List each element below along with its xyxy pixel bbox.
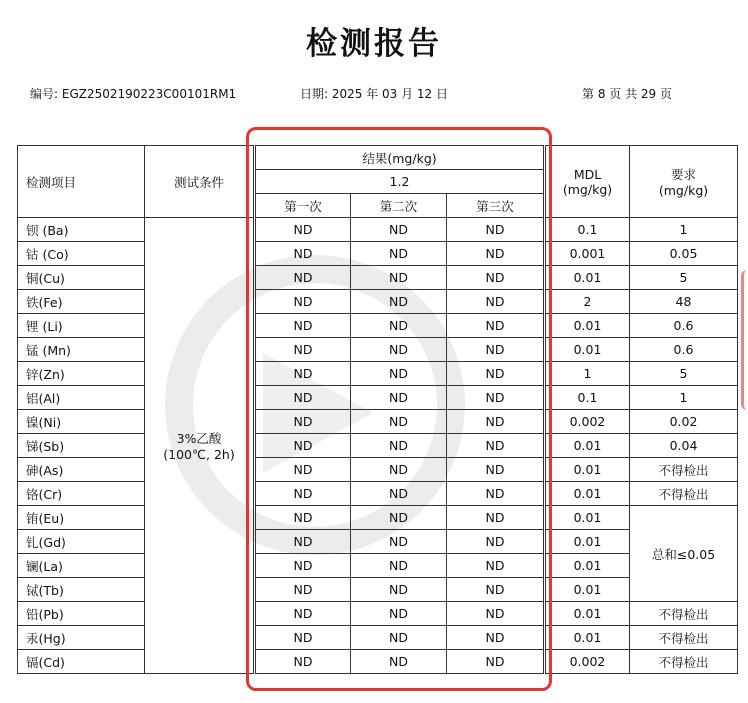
requirement-cell: 5 bbox=[630, 266, 738, 290]
result-second-cell: ND bbox=[351, 314, 447, 338]
item-cell: 镧(La) bbox=[18, 554, 145, 578]
item-cell: 铜(Cu) bbox=[18, 266, 145, 290]
table-row bbox=[18, 242, 738, 266]
table-row bbox=[18, 290, 738, 314]
result-second-cell: ND bbox=[351, 338, 447, 362]
table-row bbox=[18, 410, 738, 434]
result-second-cell: ND bbox=[351, 626, 447, 650]
requirement-cell: 不得检出 bbox=[630, 458, 738, 482]
requirement-cell: 0.6 bbox=[630, 338, 738, 362]
table-row bbox=[18, 434, 738, 458]
page-indicator: 第 8 页 共 29 页 bbox=[582, 87, 672, 101]
result-first-cell: ND bbox=[255, 218, 351, 242]
item-cell: 汞(Hg) bbox=[18, 626, 145, 650]
requirement-cell: 不得检出 bbox=[630, 650, 738, 674]
result-first-cell: ND bbox=[255, 650, 351, 674]
item-cell: 锑(Sb) bbox=[18, 434, 145, 458]
result-second-cell: ND bbox=[351, 218, 447, 242]
mdl-cell: 0.01 bbox=[545, 266, 630, 290]
result-third-cell: ND bbox=[447, 338, 545, 362]
result-third-cell: ND bbox=[447, 362, 545, 386]
requirement-cell: 不得检出 bbox=[630, 602, 738, 626]
table-row bbox=[18, 362, 738, 386]
result-first-cell: ND bbox=[255, 362, 351, 386]
result-second-cell: ND bbox=[351, 242, 447, 266]
result-second-cell: ND bbox=[351, 578, 447, 602]
report-date: 日期: 2025 年 03 月 12 日 bbox=[300, 87, 449, 101]
mdl-cell: 0.01 bbox=[545, 434, 630, 458]
result-second-cell: ND bbox=[351, 386, 447, 410]
mdl-cell: 0.01 bbox=[545, 338, 630, 362]
header-second: 第二次 bbox=[351, 194, 447, 218]
report-title: 检测报告 bbox=[306, 26, 442, 62]
requirement-cell: 0.04 bbox=[630, 434, 738, 458]
result-first-cell: ND bbox=[255, 266, 351, 290]
mdl-cell: 0.001 bbox=[545, 242, 630, 266]
result-third-cell: ND bbox=[447, 506, 545, 530]
mdl-cell: 1 bbox=[545, 362, 630, 386]
mdl-cell: 0.1 bbox=[545, 386, 630, 410]
result-third-cell: ND bbox=[447, 434, 545, 458]
header-requirement: 要求 (mg/kg) bbox=[630, 146, 738, 218]
mdl-cell: 0.01 bbox=[545, 602, 630, 626]
item-cell: 钆(Gd) bbox=[18, 530, 145, 554]
table-row bbox=[18, 482, 738, 506]
requirement-cell: 0.02 bbox=[630, 410, 738, 434]
result-first-cell: ND bbox=[255, 554, 351, 578]
requirement-cell: 总和≤0.05 bbox=[630, 506, 738, 602]
result-third-cell: ND bbox=[447, 266, 545, 290]
table-row bbox=[18, 386, 738, 410]
table-row bbox=[18, 650, 738, 674]
table-row bbox=[18, 458, 738, 482]
mdl-cell: 2 bbox=[545, 290, 630, 314]
table-row bbox=[18, 506, 738, 530]
result-first-cell: ND bbox=[255, 434, 351, 458]
result-third-cell: ND bbox=[447, 626, 545, 650]
mdl-cell: 0.01 bbox=[545, 506, 630, 530]
item-cell: 铁(Fe) bbox=[18, 290, 145, 314]
result-first-cell: ND bbox=[255, 410, 351, 434]
mdl-cell: 0.002 bbox=[545, 410, 630, 434]
item-cell: 钴 (Co) bbox=[18, 242, 145, 266]
mdl-cell: 0.01 bbox=[545, 578, 630, 602]
condition-cell: 3%乙酸 (100℃, 2h) bbox=[145, 218, 255, 674]
result-first-cell: ND bbox=[255, 602, 351, 626]
mdl-cell: 0.01 bbox=[545, 626, 630, 650]
result-second-cell: ND bbox=[351, 602, 447, 626]
requirement-cell: 不得检出 bbox=[630, 626, 738, 650]
mdl-cell: 0.01 bbox=[545, 482, 630, 506]
item-cell: 铬(Cr) bbox=[18, 482, 145, 506]
result-second-cell: ND bbox=[351, 482, 447, 506]
result-third-cell: ND bbox=[447, 410, 545, 434]
table-row bbox=[18, 338, 738, 362]
result-third-cell: ND bbox=[447, 602, 545, 626]
result-first-cell: ND bbox=[255, 458, 351, 482]
result-third-cell: ND bbox=[447, 482, 545, 506]
requirement-cell: 5 bbox=[630, 362, 738, 386]
result-first-cell: ND bbox=[255, 482, 351, 506]
mdl-cell: 0.01 bbox=[545, 530, 630, 554]
result-second-cell: ND bbox=[351, 650, 447, 674]
header-first: 第一次 bbox=[255, 194, 351, 218]
result-third-cell: ND bbox=[447, 314, 545, 338]
result-third-cell: ND bbox=[447, 650, 545, 674]
mdl-cell: 0.01 bbox=[545, 458, 630, 482]
result-third-cell: ND bbox=[447, 218, 545, 242]
result-third-cell: ND bbox=[447, 242, 545, 266]
item-cell: 铝(Al) bbox=[18, 386, 145, 410]
table-row bbox=[18, 218, 738, 242]
requirement-cell: 1 bbox=[630, 218, 738, 242]
item-cell: 铅(Pb) bbox=[18, 602, 145, 626]
requirement-cell: 0.05 bbox=[630, 242, 738, 266]
table-row bbox=[18, 266, 738, 290]
item-cell: 砷(As) bbox=[18, 458, 145, 482]
item-cell: 钡 (Ba) bbox=[18, 218, 145, 242]
header-mdl: MDL (mg/kg) bbox=[545, 146, 630, 218]
result-third-cell: ND bbox=[447, 386, 545, 410]
header-item: 检测项目 bbox=[18, 146, 145, 218]
requirement-cell: 不得检出 bbox=[630, 482, 738, 506]
table-row bbox=[18, 602, 738, 626]
table-row bbox=[18, 626, 738, 650]
result-first-cell: ND bbox=[255, 386, 351, 410]
result-second-cell: ND bbox=[351, 554, 447, 578]
result-second-cell: ND bbox=[351, 434, 447, 458]
result-first-cell: ND bbox=[255, 530, 351, 554]
mdl-cell: 0.1 bbox=[545, 218, 630, 242]
result-second-cell: ND bbox=[351, 458, 447, 482]
item-cell: 锂 (Li) bbox=[18, 314, 145, 338]
item-cell: 锌(Zn) bbox=[18, 362, 145, 386]
mdl-cell: 0.002 bbox=[545, 650, 630, 674]
item-cell: 锰 (Mn) bbox=[18, 338, 145, 362]
requirement-cell: 48 bbox=[630, 290, 738, 314]
result-first-cell: ND bbox=[255, 314, 351, 338]
header-result: 结果(mg/kg) bbox=[255, 146, 545, 170]
result-first-cell: ND bbox=[255, 626, 351, 650]
header-condition: 测试条件 bbox=[145, 146, 255, 218]
result-second-cell: ND bbox=[351, 530, 447, 554]
result-second-cell: ND bbox=[351, 290, 447, 314]
mdl-cell: 0.01 bbox=[545, 554, 630, 578]
mdl-cell: 0.01 bbox=[545, 314, 630, 338]
side-stamp-icon bbox=[741, 270, 748, 410]
result-third-cell: ND bbox=[447, 578, 545, 602]
result-second-cell: ND bbox=[351, 410, 447, 434]
result-second-cell: ND bbox=[351, 362, 447, 386]
results-table bbox=[17, 145, 738, 674]
requirement-cell: 1 bbox=[630, 386, 738, 410]
requirement-cell: 0.6 bbox=[630, 314, 738, 338]
result-third-cell: ND bbox=[447, 458, 545, 482]
result-first-cell: ND bbox=[255, 578, 351, 602]
item-cell: 铕(Eu) bbox=[18, 506, 145, 530]
header-result-sub: 1.2 bbox=[255, 170, 545, 194]
result-third-cell: ND bbox=[447, 530, 545, 554]
table-row bbox=[18, 314, 738, 338]
item-cell: 镉(Cd) bbox=[18, 650, 145, 674]
result-third-cell: ND bbox=[447, 554, 545, 578]
result-first-cell: ND bbox=[255, 338, 351, 362]
item-cell: 铽(Tb) bbox=[18, 578, 145, 602]
result-third-cell: ND bbox=[447, 290, 545, 314]
result-second-cell: ND bbox=[351, 506, 447, 530]
result-first-cell: ND bbox=[255, 242, 351, 266]
item-cell: 镍(Ni) bbox=[18, 410, 145, 434]
header-third: 第三次 bbox=[447, 194, 545, 218]
report-number: 编号: EGZ2502190223C00101RM1 bbox=[30, 87, 237, 101]
result-second-cell: ND bbox=[351, 266, 447, 290]
result-first-cell: ND bbox=[255, 506, 351, 530]
result-first-cell: ND bbox=[255, 290, 351, 314]
